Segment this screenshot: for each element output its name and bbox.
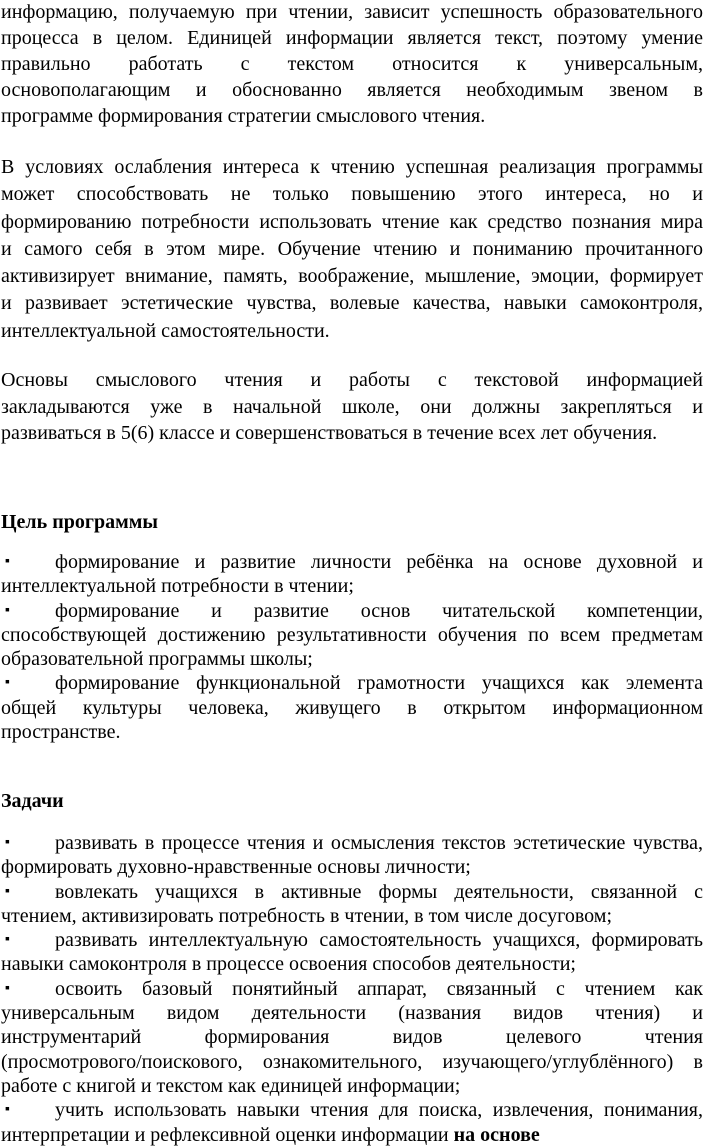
list-item xyxy=(1,928,703,977)
text-line xyxy=(1,928,703,952)
tasks-list xyxy=(1,831,703,1147)
list-item xyxy=(1,550,703,599)
line-text: освоить базовый понятийный аппарат, связанный с чтением как xyxy=(55,977,703,1000)
text-line: и развивает эстетические чувства, волевые качества, навыки самоконтроля, xyxy=(1,292,703,315)
text-line xyxy=(1,1123,703,1147)
text-line xyxy=(1,1098,703,1122)
text-line xyxy=(1,1074,703,1098)
line-text: формирование функциональной грамотности учащихся как элемента xyxy=(55,672,703,695)
bullet-icon: ▪ xyxy=(5,1102,10,1118)
bullet-icon: ▪ xyxy=(5,932,10,948)
text-line xyxy=(1,1001,703,1025)
line-text: интерпретации и рефлексивной оценки информации xyxy=(1,1123,449,1146)
line-text: чтением, активизировать потребность в чтении, в том числе досуговом; xyxy=(1,904,613,927)
text-line xyxy=(1,696,703,720)
line-text: вовлекать учащихся в активные формы деятельности, связанной с xyxy=(55,880,703,903)
text-line: формированию потребности использовать чтение как средство познания мира xyxy=(1,210,703,233)
line-text: работе с книгой и текстом как единицей информации; xyxy=(1,1074,461,1097)
text-line xyxy=(1,831,703,855)
text-line: интеллектуальной самостоятельности. xyxy=(1,319,330,342)
text-line: и самого себя в этом мире. Обучение чтению и пониманию прочитанного xyxy=(1,237,703,260)
paragraph-2 xyxy=(1,154,703,345)
text-line: закладываются уже в начальной школе, они должны закрепляться и xyxy=(1,395,703,418)
list-item xyxy=(1,1098,703,1147)
text-line xyxy=(1,720,703,744)
text-line xyxy=(1,880,703,904)
text-line: В условиях ослабления интереса к чтению успешная реализация программы xyxy=(1,156,703,178)
paragraph-1 xyxy=(1,0,703,129)
text-line: информацию, получаемую при чтении, зависит успешность образовательного xyxy=(1,1,703,23)
line-text: формирование и развитие основ читательской компетенции, xyxy=(55,599,703,622)
line-text: универсальным видом деятельности (названия видов чтения) и xyxy=(1,1002,703,1025)
text-line xyxy=(1,623,703,647)
text-line: активизирует внимание, память, воображение, мышление, эмоции, формирует xyxy=(1,265,703,288)
text-line: основополагающим и обоснованно является необходимым звеном в xyxy=(1,79,703,101)
line-text: образовательной программы школы; xyxy=(1,648,313,671)
bullet-icon: ▪ xyxy=(5,602,10,618)
text-line xyxy=(1,855,703,879)
text-line xyxy=(1,647,703,671)
text-line xyxy=(1,977,703,1001)
line-text: формировать духовно-нравственные основы личности; xyxy=(1,856,471,879)
line-text: развивать интеллектуальную самостоятельность учащихся, формировать xyxy=(55,929,703,952)
bullet-icon: ▪ xyxy=(5,883,10,899)
paragraph-3 xyxy=(1,367,703,447)
text-line: программе формирования стратегии смыслового чтения. xyxy=(1,105,486,127)
list-item xyxy=(1,880,703,929)
line-text: инструментарий формирования видов целевого чтения xyxy=(1,1026,703,1049)
bullet-icon: ▪ xyxy=(5,980,10,996)
line-text: пространстве. xyxy=(1,721,121,744)
text-line xyxy=(1,671,703,695)
text-line: развиваться в 5(6) классе и совершенствоваться в течение всех лет обучения. xyxy=(1,422,658,444)
text-line: Основы смыслового чтения и работы с текстовой информацией xyxy=(1,369,703,391)
text-line xyxy=(1,599,703,623)
text-line xyxy=(1,1025,703,1049)
text-line: процесса в целом. Единицей информации является текст, поэтому умение xyxy=(1,27,703,49)
list-item xyxy=(1,671,703,744)
list-item xyxy=(1,977,703,1098)
text-line: правильно работать с текстом относится к универсальным, xyxy=(1,53,703,75)
bullet-icon: ▪ xyxy=(5,835,10,850)
line-text: формирование и развитие личности ребёнка на основе духовной и xyxy=(55,551,703,573)
bold-text: на основе xyxy=(453,1123,540,1146)
line-text: способствующей достижению результативности обучения по всем предметам xyxy=(1,623,703,646)
bullet-icon: ▪ xyxy=(5,554,10,569)
text-line xyxy=(1,904,703,928)
bullet-icon: ▪ xyxy=(5,675,10,691)
text-line: может способствовать не только повышению этого интереса, но и xyxy=(1,183,703,206)
line-text: интеллектуальной потребности в чтении; xyxy=(1,575,354,598)
line-text: (просмотрового/поискового, ознакомительного, изучающего/углублённого) в xyxy=(1,1050,703,1073)
text-line xyxy=(1,550,703,574)
text-line xyxy=(1,574,703,598)
line-text: навыки самоконтроля в процессе освоения способов деятельности; xyxy=(1,953,576,976)
list-item xyxy=(1,599,703,672)
list-item xyxy=(1,831,703,880)
line-text: развивать в процессе чтения и осмысления текстов эстетические чувства, xyxy=(55,832,703,854)
goal-list xyxy=(1,550,703,744)
tasks-heading: Задачи xyxy=(1,790,64,812)
goal-heading: Цель программы xyxy=(1,511,158,533)
line-text: общей культуры человека, живущего в открытом информационном xyxy=(1,696,703,719)
text-line xyxy=(1,952,703,976)
text-line xyxy=(1,1050,703,1074)
line-text: учить использовать навыки чтения для поиска, извлечения, понимания, xyxy=(55,1099,703,1122)
